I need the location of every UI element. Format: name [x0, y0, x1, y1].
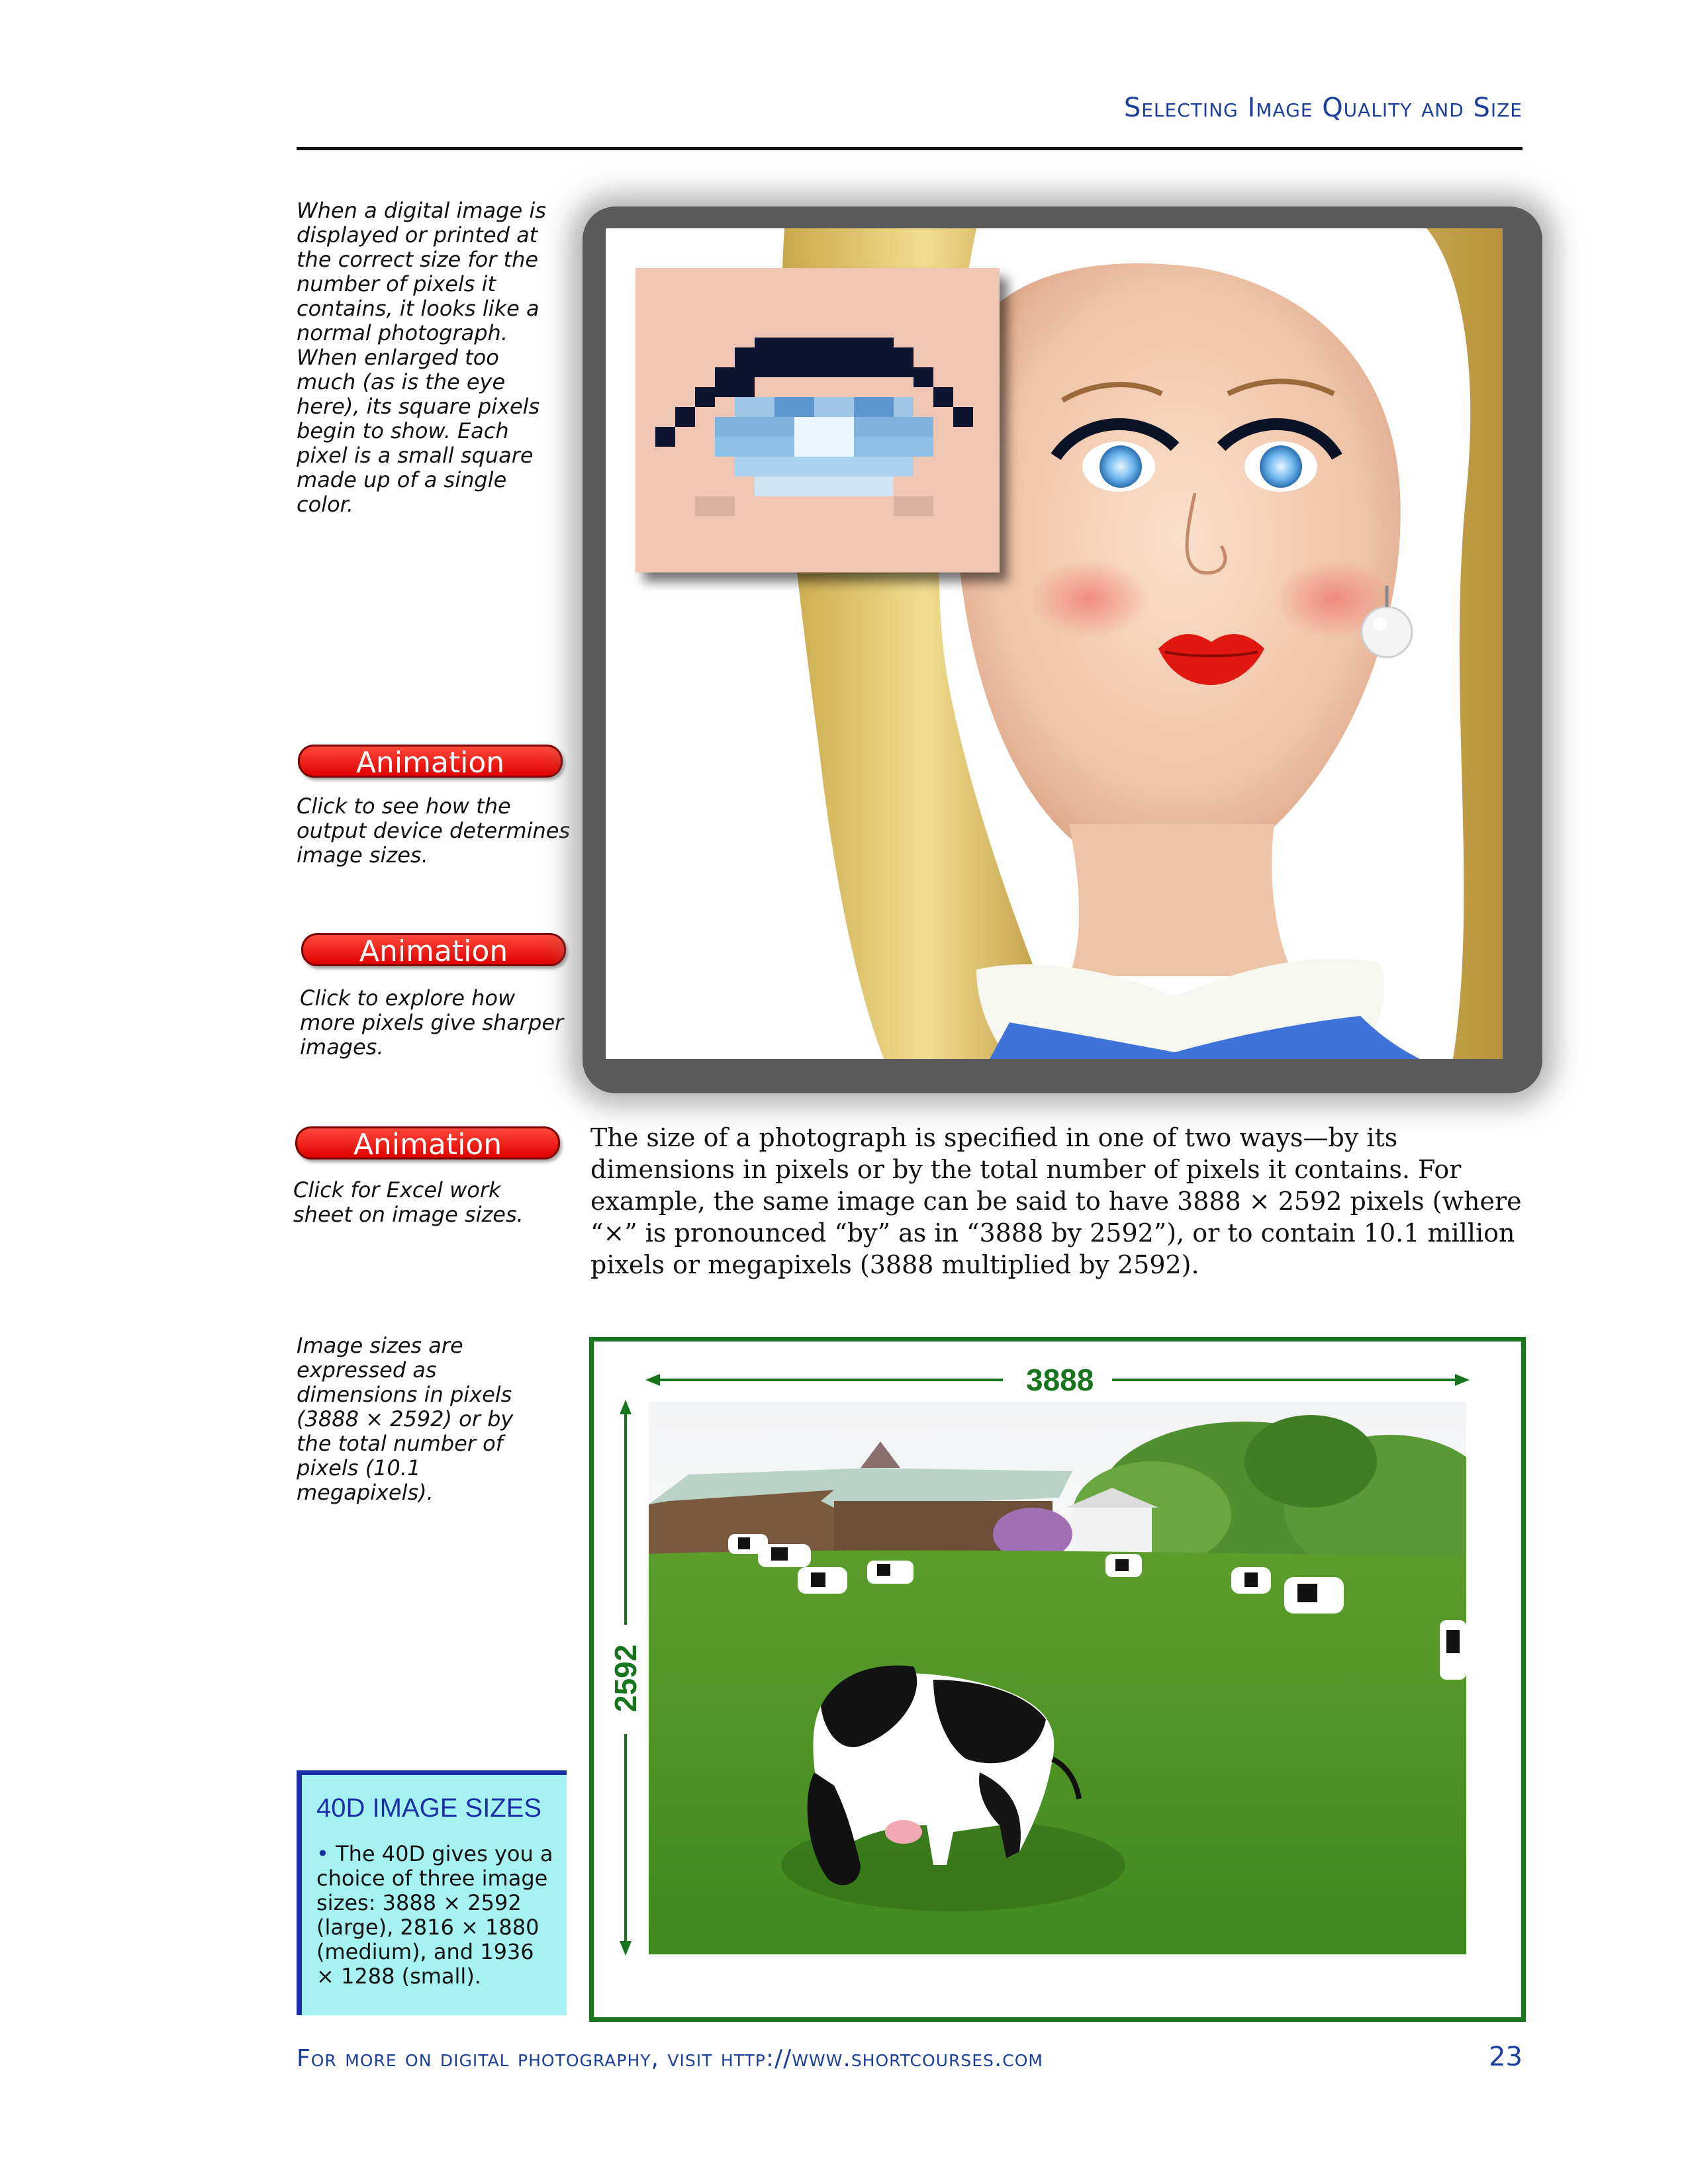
sidebar-40d-image-sizes [297, 1770, 567, 2015]
animation-caption-output-device: Click to see how the output device determines image sizes. [297, 794, 571, 868]
sidebar-title: 40D IMAGE SIZES [316, 1794, 542, 1823]
sidebar-body: The 40D gives you a choice of three image sizes: 3888 × 2592 (large), 2816 × 1880 (medium), and 1936 × 1288 (small). [316, 1841, 553, 1989]
cow-photo [649, 1402, 1466, 1954]
running-header: Selecting Image Quality and Size [1123, 93, 1523, 123]
animation-button-more-pixels[interactable]: Animation [301, 933, 566, 966]
enlarged-eye-inset [635, 268, 1000, 572]
animation-caption-more-pixels: Click to explore how more pixels give sharper images. [300, 985, 564, 1060]
image-sizes-caption: Image sizes are expressed as dimensions in pixels (3888 × 2592) or by the total number of pixels (10.1 megapixels). [297, 1333, 514, 1505]
body-paragraph: The size of a photograph is specified in one of two ways—by its dimensions in pixels or by the total number of pixels it contains. For example, the same image can be said to have 3888 × 2592 pixels (where “×” is pronounced “by” as in “3888 by 2592”), or to contain 10.1 million pixels or megapixels (3888 multiplied by 2592). [590, 1123, 1522, 1279]
pixel-caption: When a digital image is displayed or printed at the correct size for the number of pixels it contains, it looks like a normal photograph. When enlarged too much (as is the eye here), its square pixels begin to show. Each pixel is a small square made up of a single color. [297, 198, 546, 517]
height-dimension-label: 2592 [608, 1644, 643, 1712]
footer-link[interactable]: For more on digital photography, visit http://www.shortcourses.com [297, 2045, 1044, 2072]
animation-button-output-device[interactable]: Animation [298, 745, 563, 778]
width-dimension-label: 3888 [1026, 1363, 1094, 1397]
animation-caption-excel-sheet: Click for Excel work sheet on image sizes. [293, 1177, 524, 1227]
sidebar-bullet: • [316, 1841, 329, 1866]
animation-button-excel-sheet[interactable]: Animation [295, 1126, 560, 1160]
sidebar-text [316, 1842, 553, 1989]
page-number: 23 [1489, 2042, 1523, 2072]
header-rule [297, 147, 1523, 150]
